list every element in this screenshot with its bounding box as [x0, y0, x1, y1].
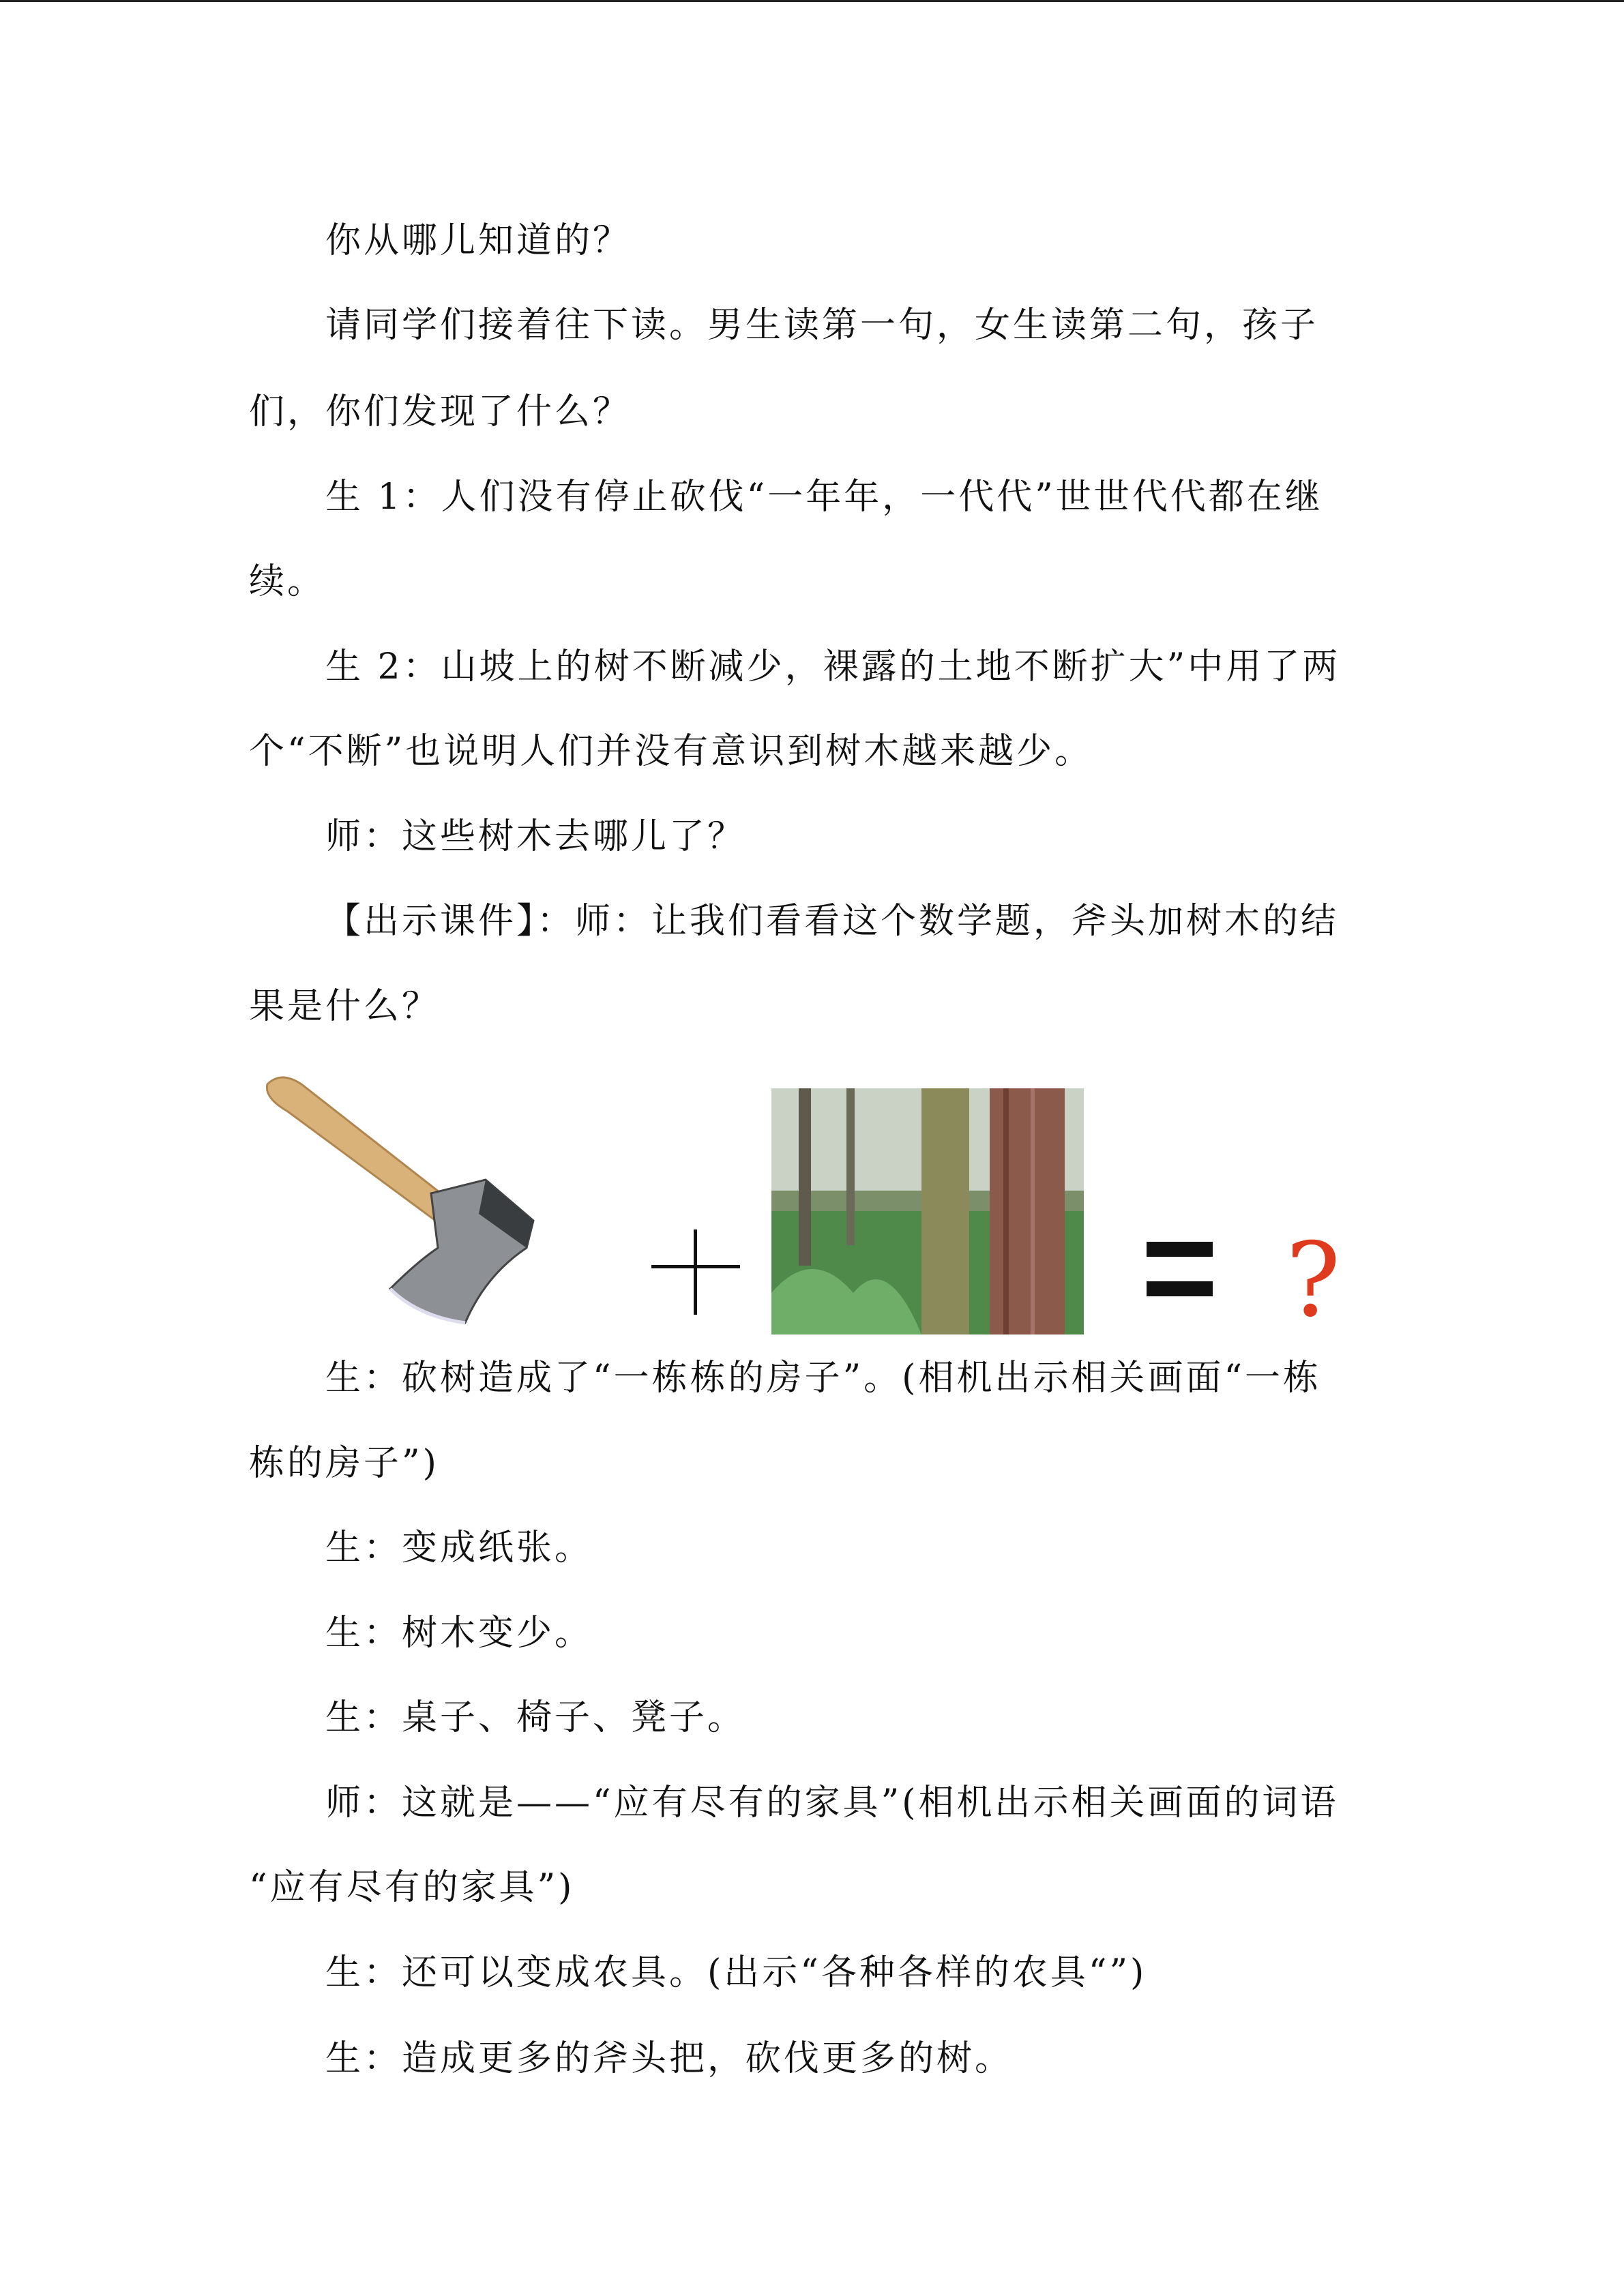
paragraph-line: 生 1：人们没有停止砍伐“一年年，一代代”世世代代都在继: [325, 477, 1323, 518]
paragraph-line: 师：这就是——“应有尽有的家具”(相机出示相关画面的词语: [325, 1783, 1339, 1823]
equals-sign: [1147, 1242, 1213, 1298]
paragraph-line: 生：还可以变成农具。(出示“各种各样的农具“”): [325, 1952, 1147, 1993]
axe-image: [261, 1071, 561, 1337]
paragraph-line: 请同学们接着往下读。男生读第一句，女生读第二句，孩子: [325, 305, 1319, 346]
paragraph-line: 果是什么？: [249, 986, 441, 1027]
paragraph-line: 师：这些树木去哪儿了？: [325, 816, 746, 857]
paragraph-line: 生：树木变少。: [325, 1613, 593, 1654]
plus-sign: [651, 1229, 740, 1315]
paragraph-line: “应有尽有的家具”): [249, 1867, 575, 1908]
paragraph-line: 【出示课件】：师：让我们看看这个数学题，斧头加树木的结: [325, 901, 1340, 942]
paragraph-line: 生：桌子、椅子、凳子。: [325, 1697, 746, 1738]
forest-image: [771, 1088, 1084, 1335]
paragraph-line: 生：砍树造成了“一栋栋的房子”。(相机出示相关画面“一栋: [325, 1358, 1322, 1399]
paragraph-line: 生 2：山坡上的树不断减少，裸露的土地不断扩大”中用了两: [325, 646, 1341, 687]
paragraph-line: 栋的房子”): [249, 1443, 439, 1484]
paragraph-line: 生：造成更多的斧头把，砍伐更多的树。: [325, 2038, 1014, 2079]
paragraph-line: 你从哪儿知道的？: [325, 220, 632, 261]
question-mark: ?: [1286, 1221, 1341, 1340]
paragraph-line: 们，你们发现了什么？: [249, 391, 632, 432]
paragraph-line: 续。: [249, 561, 326, 602]
paragraph-line: 个“不断”也说明人们并没有意识到树木越来越少。: [249, 731, 1093, 772]
paragraph-line: 生：变成纸张。: [325, 1527, 593, 1568]
